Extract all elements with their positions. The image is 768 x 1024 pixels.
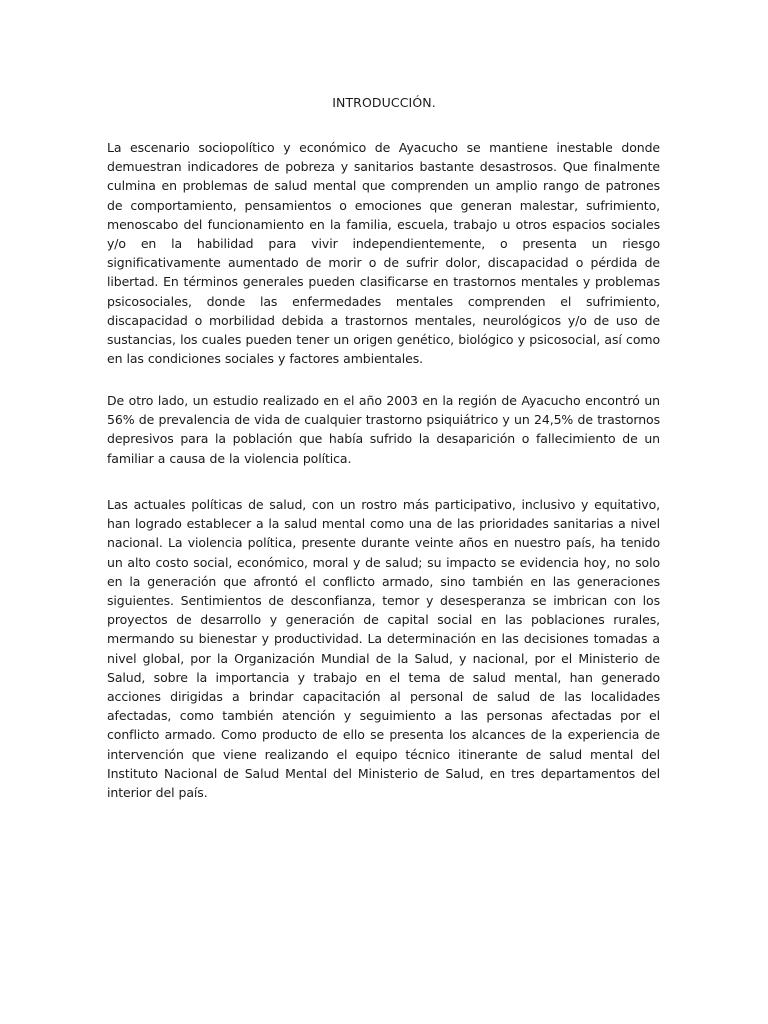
- paragraph-3-block: [107, 495, 660, 802]
- paragraph-3: Las actuales políticas de salud, con un rostro más participativo, inclusivo y equitativo, han logrado establecer a la salud mental como una de las prioridades sanitarias a nivel nacional. La violencia política, presente durante veinte años en nuestro país, ha tenido un alto costo social, económico, moral y de salud; su impacto se evidencia hoy, no solo en la generación que afrontó el conflicto armado, sino también en las generaciones siguientes. Sentimientos de desconfianza, temor y desesperanza se imbrican con los proyectos de desarrollo y generación de capital social en las poblaciones rurales, mermando su bienestar y productividad. La determinación en las decisiones tomadas a nivel global, por la Organización Mundial de la Salud, y nacional, por el Ministerio de Salud, sobre la importancia y trabajo en el tema de salud mental, han generado acciones dirigidas a brindar capacitación al personal de salud de las localidades afectadas, como también atención y seguimiento a las personas afectadas por el conflicto armado. Como producto de ello se presenta los alcances de la experiencia de intervención que viene realizando el equipo técnico itinerante de salud mental del Instituto Nacional de Salud Mental del Ministerio de Salud, en tres departamentos del interior del país.: [107, 497, 660, 801]
- paragraph-1-block: [107, 138, 660, 368]
- page-title: INTRODUCCIÓN.: [332, 95, 436, 110]
- paragraph-1: La escenario sociopolítico y económico de Ayacucho se mantiene inestable donde demuestran indicadores de pobreza y sanitarios bastante desastrosos. Que finalmente culmina en problemas de salud mental que comprenden un amplio rango de patrones de comportamiento, pensamientos o emociones que generan malestar, sufrimiento, menoscabo del funcionamiento en la familia, escuela, trabajo u otros espacios sociales y/o en la habilidad para vivir independientemente, o presenta un riesgo significativamente aumentado de morir o de sufrir dolor, discapacidad o pérdida de libertad. En términos generales pueden clasificarse en trastornos mentales y problemas psicosociales, donde las enfermedades mentales comprenden el sufrimiento, discapacidad o morbilidad debida a trastornos mentales, neurológicos y/o de uso de sustancias, los cuales pueden tener un origen genético, biológico y psicosocial, así como en las condiciones sociales y factores ambientales.: [107, 140, 660, 367]
- paragraph-2: De otro lado, un estudio realizado en el año 2003 en la región de Ayacucho encontró un 56% de prevalencia de vida de cualquier trastorno psiquiátrico y un 24,5% de trastornos depresivos para la población que había sufrido la desaparición o fallecimiento de un familiar a causa de la violencia política.: [107, 393, 660, 466]
- paragraph-2-block: [107, 391, 660, 468]
